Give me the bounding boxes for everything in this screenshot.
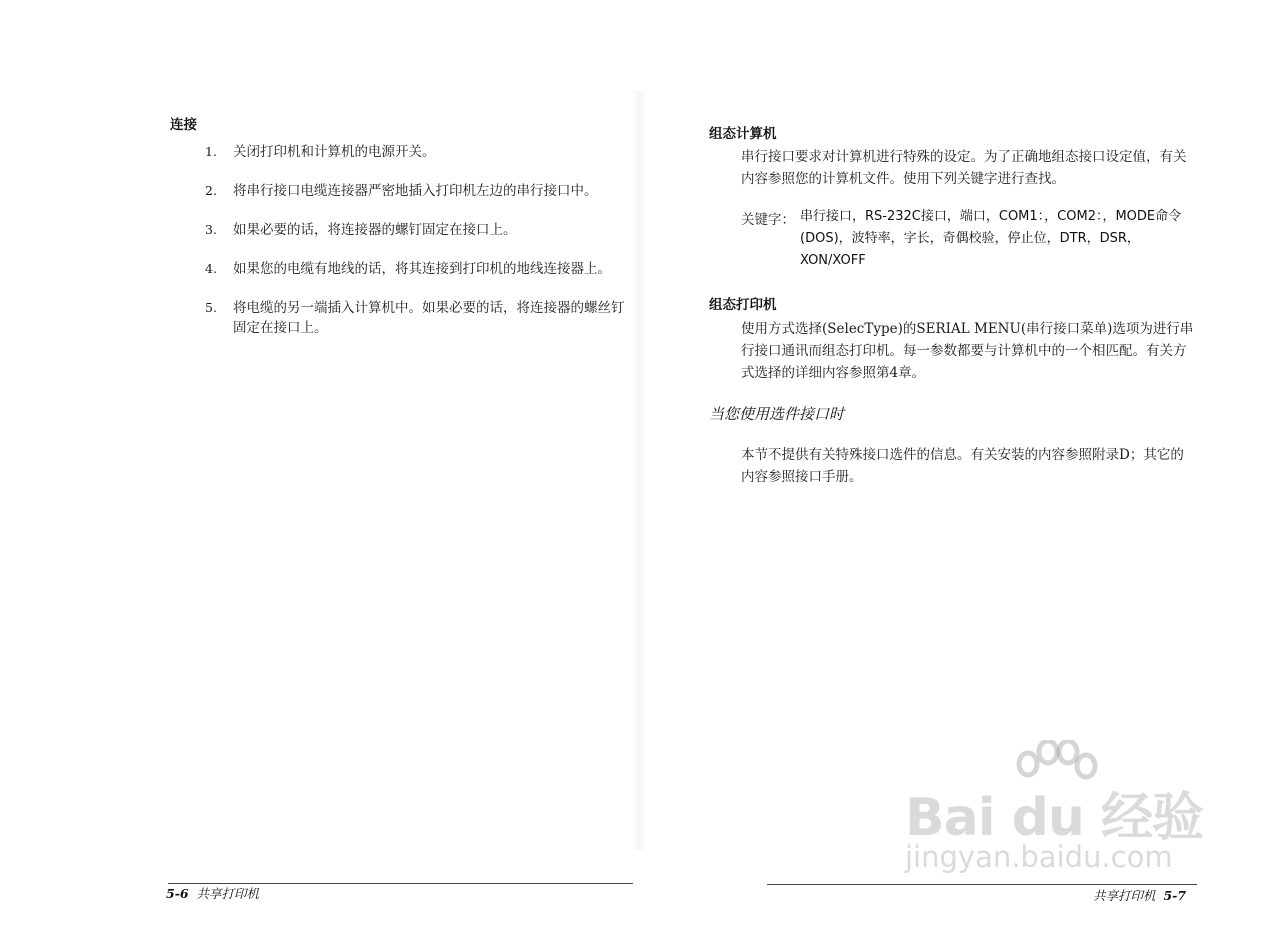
baidu-jingyan-watermark — [905, 740, 1205, 880]
footer-rule-right — [767, 884, 1197, 885]
paragraph-configure-printer: 使用方式选择(SelecType)的SERIAL MENU(串行接口菜单)选项为进行串行接口通讯而组态打印机。每一参数都要与计算机中的一个相匹配。有关方式选择的详细内容参照第4章。 — [741, 321, 1194, 381]
section-heading-configure-printer: 组态打印机 — [709, 297, 777, 313]
section-heading-connect: 连接 — [170, 117, 197, 133]
step-text: 关闭打印机和计算机的电源开关。 — [233, 144, 436, 160]
step-text: 如果您的电缆有地线的话，将其连接到打印机的地线连接器上。 — [233, 261, 611, 277]
connection-steps — [205, 142, 660, 357]
footer-right — [1093, 886, 1186, 904]
step-number: 4. — [205, 261, 217, 276]
watermark-logo: Bai du 经验 — [905, 788, 1203, 848]
section-heading-optional-interface: 当您使用选件接口时 — [709, 405, 845, 423]
step-number: 1. — [205, 144, 217, 159]
list-item — [205, 181, 660, 201]
footer-title-left: 共享打印机 — [196, 886, 260, 901]
watermark-url: jingyan.baidu.com — [905, 840, 1173, 874]
list-item — [205, 220, 660, 240]
list-item — [205, 142, 660, 162]
step-text: 如果必要的话，将连接器的螺钉固定在接口上。 — [233, 222, 517, 238]
footer-title-right: 共享打印机 — [1093, 888, 1156, 903]
list-item — [205, 298, 630, 338]
page-number-right: 5-7 — [1163, 888, 1187, 903]
step-number: 5. — [205, 300, 217, 315]
paragraph-configure-computer: 串行接口要求对计算机进行特殊的设定。为了正确地组态接口设定值，有关内容参照您的计算机文件。使用下列关键字进行查找。 — [741, 149, 1187, 187]
list-item — [205, 259, 660, 279]
step-text: 将串行接口电缆连接器严密地插入打印机左边的串行接口中。 — [233, 183, 598, 199]
step-number: 2. — [205, 183, 217, 198]
keywords-list: 串行接口，RS-232C接口，端口，COM1：，COM2：，MODE命令(DOS)，波特率，字长，奇偶校验，停止位，DTR，DSR，XON/XOFF — [800, 209, 1182, 268]
page-number-left: 5-6 — [166, 886, 189, 901]
paragraph-optional-interface: 本节不提供有关特殊接口选件的信息。有关安装的内容参照附录D；其它的内容参照接口手册。 — [741, 447, 1184, 485]
step-number: 3. — [205, 222, 217, 237]
footer-left — [166, 884, 259, 902]
step-text: 将电缆的另一端插入计算机中。如果必要的话，将连接器的螺丝钉固定在接口上。 — [233, 300, 625, 336]
section-heading-configure-computer: 组态计算机 — [709, 126, 777, 142]
keywords-label: 关键字： — [741, 212, 795, 228]
